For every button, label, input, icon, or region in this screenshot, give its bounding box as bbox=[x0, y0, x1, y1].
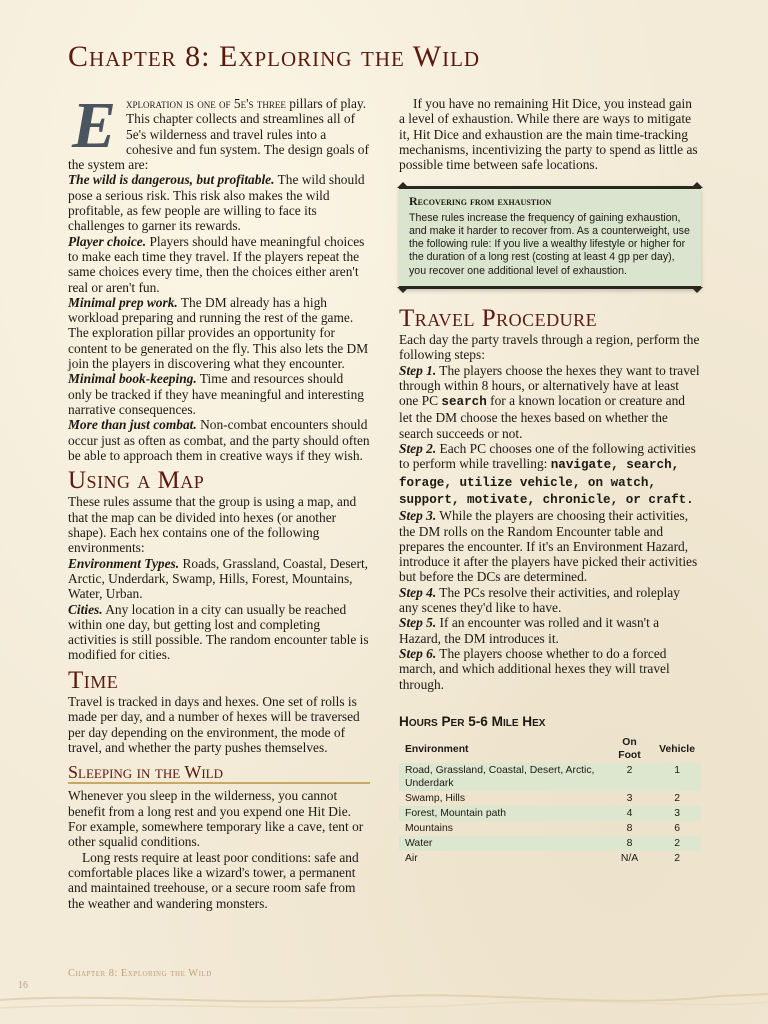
column-header: Environment bbox=[405, 743, 469, 755]
sidebar-recovering-from-exhaustion bbox=[399, 186, 701, 288]
column-header: On Foot bbox=[618, 737, 641, 762]
right-column bbox=[399, 96, 701, 866]
sidebar-text: These rules increase the frequency of gaining exhaustion, and make it harder to recover from. As a counterweight, use the following rule: If you live a wealthy lifestyle or higher for the duration of a long rest (costing at least 4 gp per day), you recover one additional level of exhaustion. bbox=[409, 211, 690, 277]
table-header-row bbox=[399, 735, 701, 763]
travel-step: Step 2. Each PC chooses one of the following activities to perform while travelling: navigate, search, forage, utilize vehicle, on watch, support, motivate, chronicle, or craft. bbox=[399, 441, 696, 507]
design-goal: More than just combat. Non-combat encounters should occur just as often as combat, and the party should often be able to approach them in creative ways if they wish. bbox=[68, 417, 370, 463]
table-row: Forest, Mountain path 4 3 bbox=[399, 806, 701, 821]
table-row: Mountains 8 6 bbox=[405, 823, 680, 835]
page-footer: Chapter 8: Exploring the Wild bbox=[68, 968, 212, 979]
table-row: Swamp, Hills 3 2 bbox=[405, 793, 680, 805]
using-map-intro: These rules assume that the group is using a map, and that the map can be divided into hexes (or another shape). Each hex contains one of the following environments: bbox=[68, 494, 357, 556]
design-goal: The wild is dangerous, but profitable. The wild should pose a serious risk. This risk also makes the wild profitable, as few people are willing to face its challenges to garner its rewards. bbox=[68, 172, 365, 234]
travel-step: Step 1. The players choose the hexes they want to travel through within 8 hours, or alternatively have at least one PC search for a known location or creature and let the DM choose the hexes based on whether the search succeeds or not. bbox=[399, 362, 700, 441]
heading-using-a-map: Using a Map bbox=[68, 467, 205, 495]
design-goal: Minimal book-keeping. Time and resources should only be tracked if they have meaningful and interesting narrative consequences. bbox=[68, 371, 364, 417]
intro-lead: xploration is one of 5e's three bbox=[126, 96, 286, 111]
sleeping-paragraph-2: Long rests require at least poor conditions: safe and comfortable places like a wizard's tower, a permanent and maintained treehouse, or a secure room safe from the weather and wandering monsters. bbox=[68, 849, 359, 911]
environment-types: Environment Types. Roads, Grassland, Coastal, Desert, Arctic, Underdark, Swamp, Hills, Forest, Mountains, Water, Urban. bbox=[68, 555, 369, 602]
column-header: Vehicle bbox=[659, 743, 695, 755]
drop-cap: E bbox=[71, 89, 117, 162]
design-goal: Minimal prep work. The DM already has a high workload preparing and running the rest of the game. The exploration pillar provides an opportunity for content to be generated on the fly. This also lets the DM join the players in discovering what they encounter. bbox=[68, 294, 369, 372]
travel-step: Step 4. The PCs resolve their activities, and roleplay any scenes they'd like to have. bbox=[399, 584, 680, 616]
cities-paragraph: Cities. Any location in a city can usually be reached within one day, but getting lost and completing activities is still possible. The random encounter table is modified for cities. bbox=[68, 601, 369, 663]
footer-swirl-decoration bbox=[0, 986, 768, 1016]
intro-text: pillars of play. This chapter collects and streamlines all of 5e's wilderness and travel rules into a cohesive and fun system. The design goals of the system are: bbox=[68, 96, 369, 173]
chapter-title: Chapter 8: Exploring the Wild bbox=[68, 40, 481, 73]
left-column bbox=[68, 89, 370, 911]
page-number: 16 bbox=[18, 980, 28, 991]
table-row: Road, Grassland, Coastal, Desert, Arctic, Underdark 2 1 bbox=[399, 763, 701, 791]
table-row: Air N/A 2 bbox=[405, 853, 680, 865]
travel-step: Step 5. If an encounter was rolled and it wasn't a Hazard, the DM introduces it. bbox=[399, 615, 660, 646]
travel-intro: Each day the party travels through a region, perform the following steps: bbox=[399, 332, 700, 363]
hours-table-title: Hours Per 5-6 Mile Hex bbox=[399, 713, 546, 729]
hours-table bbox=[399, 735, 701, 866]
time-paragraph: Travel is tracked in days and hexes. One set of rolls is made per day, and a number of hexes will be traversed per day depending on the environment, the mode of travel, and whether the party pushes themselves. bbox=[68, 693, 360, 755]
table-row: Water 8 2 bbox=[399, 836, 701, 851]
travel-step: Step 6. The players choose whether to do a forced march, and which additional hexes they will travel through. bbox=[399, 645, 670, 692]
design-goal: Player choice. Players should have meaningful choices to make each time they travel. If the players repeat the same choices every time, then the choices either aren't real or aren't fun. bbox=[68, 233, 365, 295]
heading-travel-procedure: Travel Procedure bbox=[399, 304, 598, 332]
sleeping-paragraph-1: Whenever you sleep in the wilderness, you cannot benefit from a long rest and you expend one Hit Die. For example, somewhere temporary like a cave, tent or other squalid conditions. bbox=[68, 788, 364, 850]
heading-sleeping-in-the-wild: Sleeping in the Wild bbox=[68, 765, 370, 784]
sleeping-paragraph-3: If you have no remaining Hit Dice, you instead gain a level of exhaustion. While there are ways to mitigate it, Hit Dice and exhaustion are the main time-tracking mechanisms, incentivizing the party to spend as little as possible time between safe locations. bbox=[399, 96, 698, 173]
travel-step: Step 3. While the players are choosing their activities, the DM rolls on the Random Encounter table and prepares the encounter. If it's an Environment Hazard, introduce it after the players have picked their activities but before the DCs are determined. bbox=[399, 508, 698, 585]
sidebar-title: Recovering from exhaustion bbox=[409, 194, 552, 209]
heading-time: Time bbox=[68, 666, 119, 694]
intro-paragraph bbox=[68, 89, 370, 173]
